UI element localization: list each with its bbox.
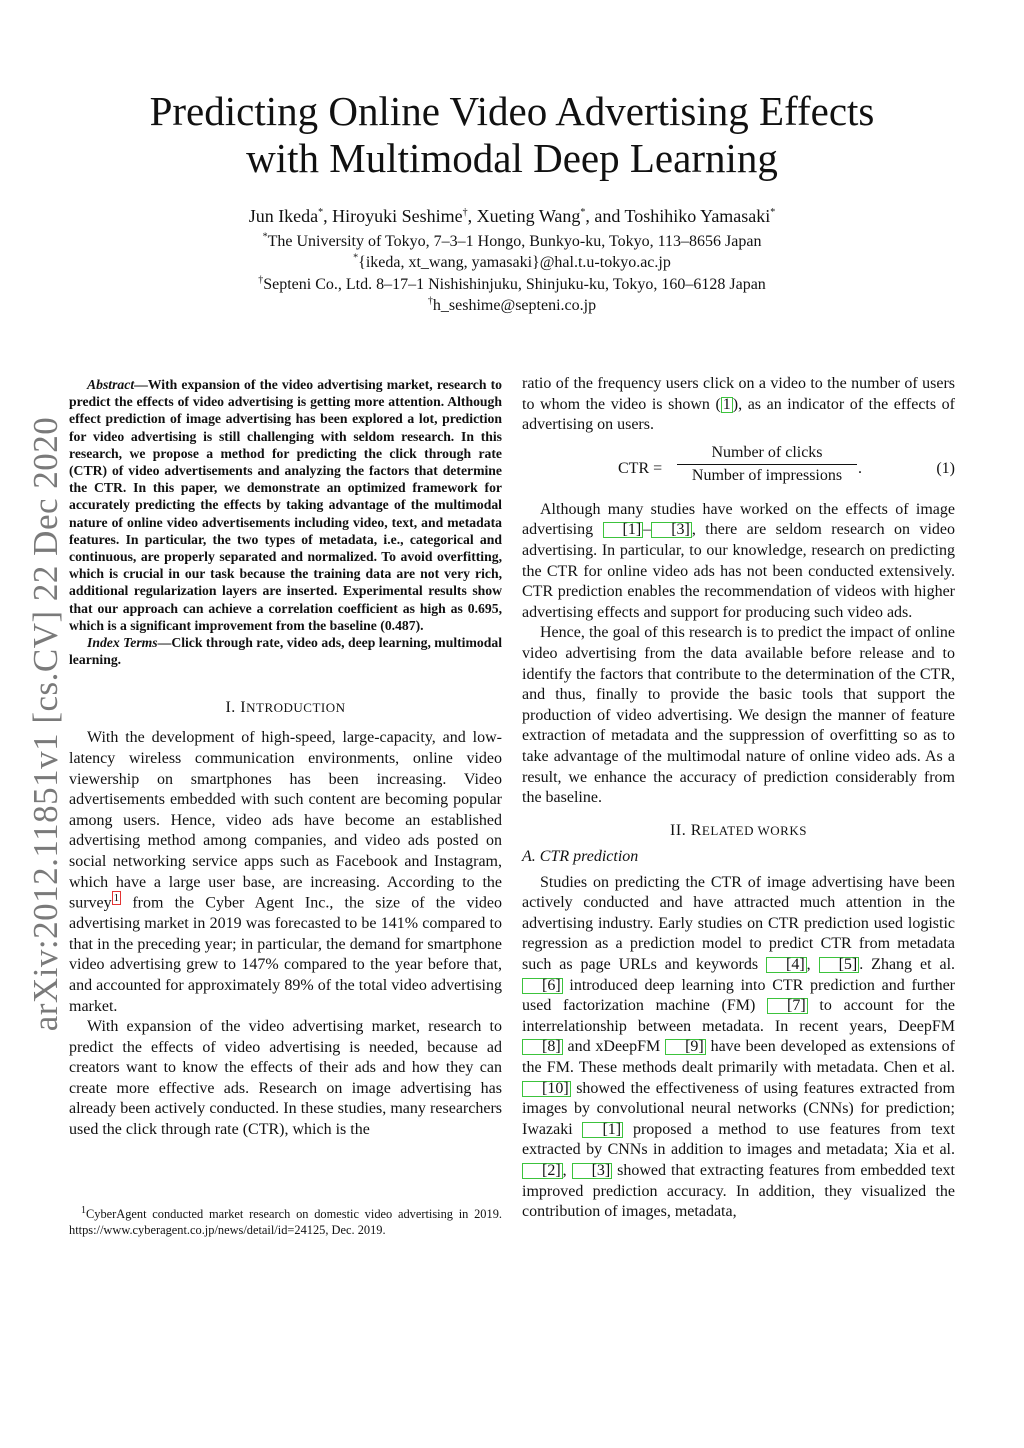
footnote-link[interactable]: 1 [113, 892, 120, 905]
author-list: Jun Ikeda*, Hiroyuki Seshime†, Xueting Wang*, and Toshihiko Yamasaki* [248, 206, 776, 226]
author-name: Hiroyuki Seshime [332, 206, 463, 226]
citation-link[interactable]: [6] [522, 978, 563, 994]
citation-link[interactable]: [2] [522, 1163, 563, 1179]
author-name: Toshihiko Yamasaki [624, 206, 771, 226]
paragraph: Hence, the goal of this research is to predict the impact of online video advertising from the data available before release and to identify the factors that contribute to the determination of the CTR, and thus, finally to provide the basic tools that support the production of video advertising. We design the manner of feature extraction of metadata and the suppression of overfitting so as to take advantage of the multimodal nature of online video ads. As a result, we enhance the accuracy of prediction considerably from the baseline. [522, 624, 955, 807]
title-line-2: with Multimodal Deep Learning [246, 135, 778, 181]
paragraph: Although many studies have worked on the effects of image advertising [1] – [3] , there are seldom research on video advertising. In particular, to our knowledge, research on predicting the CTR for online video ads has not been conducted extensively. CTR prediction enables the recommendation of videos with higher advertising effects and support for producing such video ads. [522, 500, 956, 621]
equation-ctr: CTR = Number of clicks Number of impressions . (1) [618, 443, 955, 484]
index-terms: Index Terms—Click through rate, video ads, deep learning, multimodal learning. [69, 635, 502, 668]
arxiv-identifier: arXiv:2012.11851v1 [cs.CV] 22 Dec 2020 [26, 416, 65, 1032]
paragraph: ratio of the frequency users click on a video to the number of users to whom the video is shown ( 1 ), as an indicator of the effects of advertising on users. [522, 375, 956, 434]
equation-denominator: Number of impressions [691, 466, 843, 484]
author-name: Xueting Wang [476, 206, 581, 226]
affiliation-email: *{ikeda, xt_wang, yamasaki}@hal.t.u-tokyo.ac.jp [353, 252, 671, 272]
affiliations [80, 231, 944, 316]
citation-link[interactable]: [5] [819, 957, 860, 973]
citation-link[interactable]: [4] [766, 957, 807, 973]
affiliation-line: *The University of Tokyo, 7–3–1 Hongo, Bunkyo-ku, Tokyo, 113–8656 Japan [262, 231, 762, 250]
citation-link[interactable]: [7] [767, 998, 808, 1014]
right-column [522, 374, 955, 1223]
paragraph: Studies on predicting the CTR of image advertising have been actively conducted and have attracted much attention in the advertising industry. Early studies on CTR prediction used logistic regression as a prediction model to predict CTR from metadata such as page URLs and keywords [4] , [5] . Zhang et al. [6] introduced deep learning into CTR prediction and further used factorization machine (FM) [7] to account for the interrelationship between metadata. In recent years, DeepFM [8] and xDeepFM [9] have been developed as extensions of the FM. These methods dealt primarily with metadata. Chen et al. [10] showed the effectiveness of using features extracted from images by convolutional neural networks (CNNs) for prediction; Iwazaki [1] proposed a method to use features from text extracted by CNNs in addition to images and metadata; Xia et al. [2] , [3] showed that extracting features from embedded text improved prediction accuracy. In addition, they visualized the contribution of images, metadata, [522, 873, 956, 1221]
paper-title [80, 88, 944, 182]
citation-link[interactable]: [1] [603, 522, 644, 538]
citation-link[interactable]: [8] [522, 1039, 563, 1055]
footnote: $^1$CyberAgent conducted market research on domestic video advertising in 2019. https://www.cyberagent.co.jp/news/detail/id=24125, Dec. 2019. [69, 1204, 502, 1237]
affiliation-line: †Septeni Co., Ltd. 8–17–1 Nishishinjuku, Shinjuku-ku, Tokyo, 160–6128 Japan [258, 274, 766, 293]
title-line-1: Predicting Online Video Advertising Effects [149, 88, 875, 134]
section-heading-introduction: I. INTRODUCTION [225, 699, 346, 717]
equation-number: (1) [936, 459, 955, 477]
author-name: Jun Ikeda [248, 206, 319, 226]
abstract: Abstract—With expansion of the video advertising market, research to predict the effects of video advertising is getting more attention. Although effect prediction of image advertising has been explored a lot, prediction for video advertising is still challenging with seldom research. In this research, we propose a method for predicting the click through rate (CTR) of video advertisements and analyzing the factors that determine the CTR. In this paper, we demonstrate an optimized framework for accurately predicting the effects by taking advantage of the multimodal nature of online video advertisements including video, text, and metadata features. In particular, the two types of metadata, i.e., categorical and continuous, are properly separated and normalized. To avoid overfitting, which is crucial in our task because the training data are not very rich, additional regularization layers are inserted. Experimental results show that our approach can achieve a correlation coefficient as high as 0.695, which is a significant improvement from the baseline (0.487). [69, 377, 502, 633]
equation-fraction [677, 444, 857, 485]
citation-link[interactable]: [3] [572, 1163, 613, 1179]
citation-link[interactable]: [1] [582, 1122, 623, 1138]
equation-reference-link[interactable]: 1 [722, 395, 731, 413]
section-heading-related-works: II. RELATED WORKS [670, 821, 807, 839]
equation-lhs: CTR = [618, 459, 663, 477]
equation-numerator: Number of clicks [677, 444, 857, 465]
citation-link[interactable]: [3] [651, 522, 692, 538]
affiliation-email: †h_seshime@septeni.co.jp [427, 295, 597, 314]
paragraph: With the development of high-speed, large-capacity, and low-latency wireless communication environments, online video viewership on smartphones has been increasing. Video advertisements embedded with such content are becoming popular among users. Hence, video ads have become an established advertising method among companies, and video ads posted on social networking service apps such as Facebook and Instagram, which have a large user base, are increasing. According to the survey $^1$ from the Cyber Agent Inc., the size of the video advertising market in 2019 was forecasted to be 141% compared to that in the preceding year; in particular, the demand for smartphone video advertising grew to 147% compared to the year before that, and accounted for approximately 89% of the total video advertising market. [69, 729, 502, 1015]
citation-link[interactable]: [9] [665, 1039, 706, 1055]
citation-link[interactable]: [10] [522, 1081, 571, 1097]
left-column [69, 376, 502, 1141]
subsection-heading: A. CTR prediction [522, 847, 639, 865]
paragraph: With expansion of the video advertising market, research to predict the effects of video advertising is needed, because ad creators want to know the effects of their ads and how they can create more effective ads. Research on image advertising has already been actively conducted. In these studies, many researchers used the click through rate (CTR), which is the [69, 1018, 502, 1139]
